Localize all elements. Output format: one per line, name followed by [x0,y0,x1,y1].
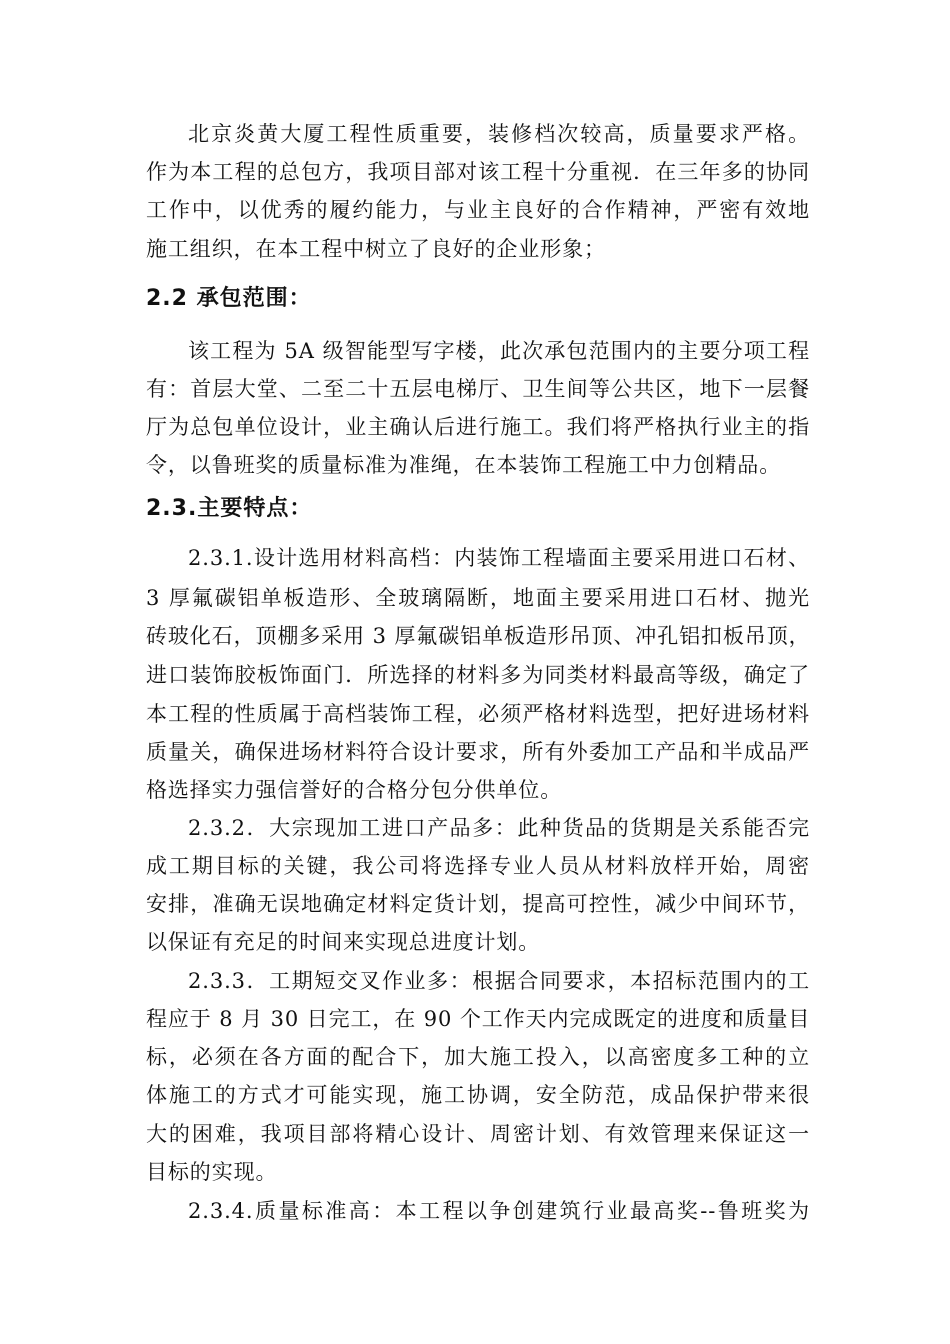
text-line: 2.3.3．工期短交叉作业多：根据合同要求，本招标范围内的工 [188,969,810,993]
text-line: 作为本工程的总包方，我项目部对该工程十分重视．在三年多的协同 [146,160,810,184]
text-line: 3 厚氟碳铝单板造形、全玻璃隔断，地面主要采用进口石材、抛光 [146,586,810,610]
text-line: 安排，准确无误地确定材料定货计划，提高可控性，减少中间环节， [146,892,810,916]
text-line: 目标的实现。 [146,1160,278,1184]
text-line: 本工程的性质属于高档装饰工程，必须严格材料选型，把好进场材料 [146,702,810,726]
text-line: 北京炎黄大厦工程性质重要，装修档次较高，质量要求严格。 [188,122,810,146]
text-line: 有：首层大堂、二至二十五层电梯厅、卫生间等公共区，地下一层餐 [146,377,810,401]
text-line: 2.3.1.设计选用材料高档：内装饰工程墙面主要采用进口石材、 [188,546,810,570]
text-line: 成工期目标的关键，我公司将选择专业人员从材料放样开始，周密 [146,854,810,878]
text-line: 2.3.4.质量标准高：本工程以争创建筑行业最高奖--鲁班奖为 [188,1199,810,1223]
text-line: 格选择实力强信誉好的合格分包分供单位。 [146,778,563,802]
text-line: 2.3.2．大宗现加工进口产品多：此种货品的货期是关系能否完 [188,816,810,840]
text-line: 令，以鲁班奖的质量标准为准绳，在本装饰工程施工中力创精品。 [146,453,782,477]
text-line: 以保证有充足的时间来实现总进度计划。 [146,930,541,954]
section-heading-scope: 2.2 承包范围： [146,286,312,311]
text-line: 程应于 8 月 30 日完工，在 90 个工作天内完成既定的进度和质量目 [146,1007,811,1031]
section-heading-features: 2.3.主要特点： [146,496,313,521]
text-line: 质量关，确保进场材料符合设计要求，所有外委加工产品和半成品严 [146,740,810,764]
text-line: 施工组织，在本工程中树立了良好的企业形象； [146,237,606,261]
text-line: 进口装饰胶板饰面门．所选择的材料多为同类材料最高等级，确定了 [146,663,810,687]
text-line: 工作中，以优秀的履约能力，与业主良好的合作精神，严密有效地 [146,198,810,222]
text-line: 体施工的方式才可能实现，施工协调，安全防范，成品保护带来很 [146,1083,810,1107]
text-line: 砖玻化石，顶棚多采用 3 厚氟碳铝单板造形吊顶、冲孔铝扣板吊顶， [146,624,811,648]
text-line: 标，必须在各方面的配合下，加大施工投入，以高密度多工种的立 [146,1045,810,1069]
text-line: 厅为总包单位设计，业主确认后进行施工。我们将严格执行业主的指 [146,415,810,439]
text-line: 大的困难，我项目部将精心设计、周密计划、有效管理来保证这一 [146,1122,810,1146]
text-line: 该工程为 5A 级智能型写字楼，此次承包范围内的主要分项工程 [188,339,810,363]
